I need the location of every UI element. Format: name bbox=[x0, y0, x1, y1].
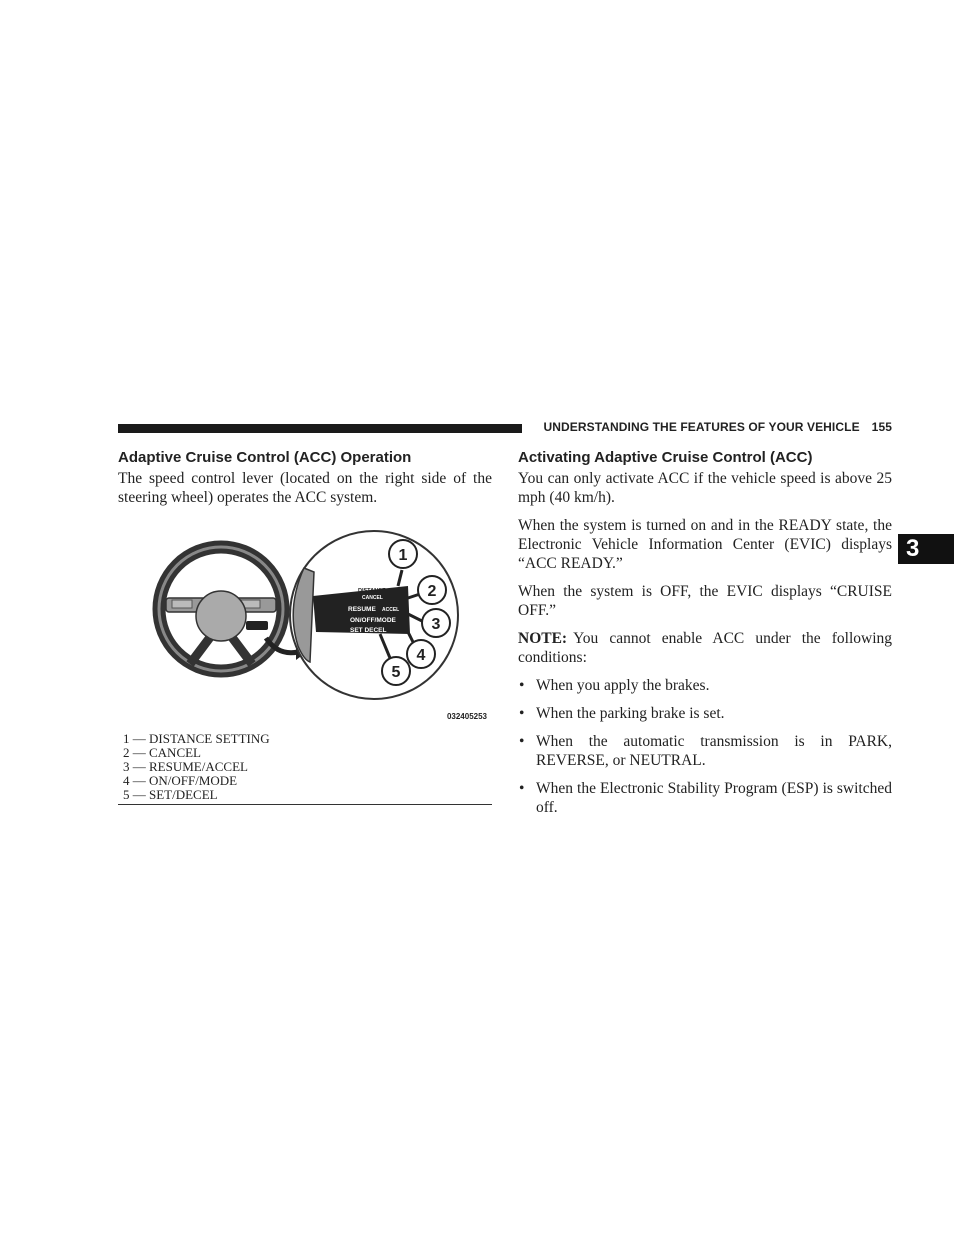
operation-intro: The speed control lever (located on the right side of the steering wheel) operates the ACC system. bbox=[118, 470, 492, 506]
figure-code: 032405253 bbox=[446, 712, 487, 721]
list-item bbox=[518, 779, 892, 817]
note-label: NOTE: bbox=[518, 630, 568, 647]
bullet-icon: • bbox=[519, 780, 525, 797]
steering-wheel-illustration bbox=[118, 528, 492, 723]
figure-legend bbox=[123, 732, 492, 802]
left-column bbox=[118, 448, 492, 507]
lever-label-onoff: ON/OFF/MODE bbox=[350, 617, 396, 624]
bullet-icon: • bbox=[519, 677, 525, 694]
callout-label-2: 2 bbox=[427, 583, 437, 600]
list-item bbox=[518, 676, 892, 695]
lever-label-cancel: CANCEL bbox=[362, 595, 383, 601]
body-paragraph: When the system is OFF, the EVIC displays “CRUISE OFF.” bbox=[518, 583, 892, 619]
header-bar bbox=[118, 424, 522, 433]
bullet-icon: • bbox=[519, 705, 525, 722]
wheel-spoke-left bbox=[190, 636, 211, 664]
lever-label-resume: RESUME bbox=[348, 606, 376, 613]
section-heading-activating: Activating Adaptive Cruise Control (ACC) bbox=[518, 449, 813, 466]
body-paragraph: You can only activate ACC if the vehicle speed is above 25 mph (40 km/h). bbox=[518, 470, 892, 506]
wheel-switch-left bbox=[172, 600, 192, 608]
header-title: UNDERSTANDING THE FEATURES OF YOUR VEHICLE bbox=[543, 420, 860, 434]
right-column bbox=[518, 448, 892, 826]
bullet-icon: • bbox=[519, 733, 525, 750]
list-item-text: When the Electronic Stability Program (ESP) is switched off. bbox=[536, 780, 892, 816]
chapter-tab: 3 bbox=[898, 534, 954, 564]
lever-label-distance: DISTANCE bbox=[358, 588, 386, 594]
list-item-text: When you apply the brakes. bbox=[536, 677, 710, 694]
callout-label-1: 1 bbox=[398, 547, 408, 564]
page-number: 155 bbox=[871, 420, 892, 434]
wheel-spoke-right bbox=[231, 636, 252, 664]
condition-list bbox=[518, 676, 892, 817]
legend-divider bbox=[118, 804, 492, 805]
list-item-text: When the automatic transmission is in PARK, REVERSE, or NEUTRAL. bbox=[536, 733, 892, 769]
note-paragraph bbox=[518, 629, 892, 667]
legend-item: 3 — RESUME/ACCEL bbox=[123, 759, 248, 774]
lever-label-accel: ACCEL bbox=[382, 607, 400, 613]
note-text: You cannot enable ACC under the following conditions: bbox=[518, 630, 892, 666]
section-heading-operation: Adaptive Cruise Control (ACC) Operation bbox=[118, 449, 412, 466]
body-paragraph: When the system is turned on and in the READY state, the Electronic Vehicle Information Center (EVIC) displays “ACC READY.” bbox=[518, 517, 892, 572]
steering-wheel-figure bbox=[118, 528, 492, 723]
list-item bbox=[518, 732, 892, 770]
legend-item: 2 — CANCEL bbox=[123, 745, 201, 760]
callout-label-3: 3 bbox=[431, 616, 441, 633]
callout-label-5: 5 bbox=[391, 664, 401, 681]
wheel-lever-stub bbox=[246, 621, 268, 630]
lever-label-set: SET DECEL bbox=[350, 627, 387, 634]
list-item bbox=[518, 704, 892, 723]
callout-label-4: 4 bbox=[416, 647, 426, 664]
wheel-hub bbox=[196, 591, 246, 641]
legend-item: 1 — DISTANCE SETTING bbox=[123, 731, 270, 746]
legend-item: 5 — SET/DECEL bbox=[123, 787, 218, 802]
running-header bbox=[531, 420, 892, 434]
legend-item: 4 — ON/OFF/MODE bbox=[123, 773, 238, 788]
list-item-text: When the parking brake is set. bbox=[536, 705, 725, 722]
